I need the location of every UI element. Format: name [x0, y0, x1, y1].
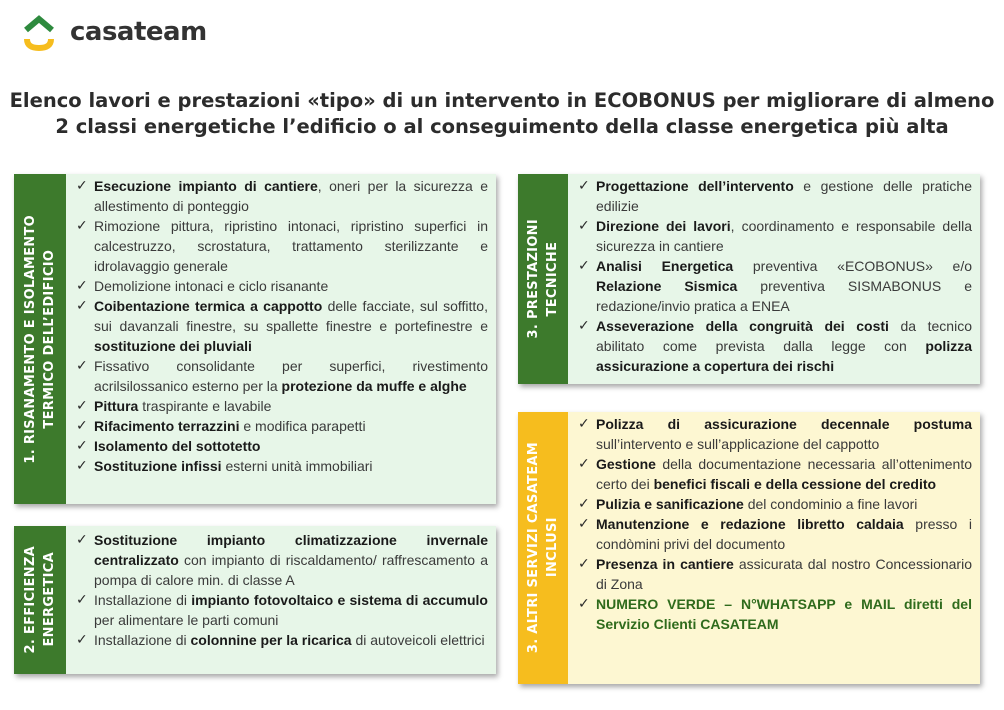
efficienza-list — [76, 530, 488, 650]
list-item: ✓ Polizza di assicurazione decennale postuma sull’intervento e sull’applicazione del cappotto — [578, 414, 972, 454]
section-prestazioni-content — [568, 174, 980, 384]
list-item: ✓ Installazione di impianto fotovoltaico e sistema di accumulo per alimentare le parti comuni — [76, 590, 488, 630]
list-item: ✓ Coibentazione termica a cappotto delle facciate, sul soffitto, sui davanzali finestre, su spallette finestre e portefinestre e sostituzione dei pluviali — [76, 296, 488, 356]
list-item: ✓ Isolamento del sottotetto — [76, 436, 488, 456]
brand-name: casateam — [70, 17, 207, 47]
section-efficienza-label: 2. EFFICIENZA ENERGETICA — [14, 526, 66, 674]
list-item: ✓ Asseverazione della congruità dei costi da tecnico abilitato come prevista dalla legge con polizza assicurazione a copertura dei rischi — [578, 316, 972, 376]
section-efficienza-content — [66, 526, 496, 674]
list-item: ✓ Pulizia e sanificazione del condominio a fine lavori — [578, 494, 972, 514]
list-item: ✓ Analisi Energetica preventiva «ECOBONUS» e/o Relazione Sismica preventiva SISMABONUS e redazione/invio pratica a ENEA — [578, 256, 972, 316]
list-item: ✓ Sostituzione infissi esterni unità immobiliari — [76, 456, 488, 476]
list-item: ✓ Rimozione pittura, ripristino intonaci, ripristino superfici in calcestruzzo, scrostatura, trattamento sterilizzante e idrolavaggio generale — [76, 216, 488, 276]
section-risanamento-content — [66, 174, 496, 504]
list-item: ✓ Manutenzione e redazione libretto caldaia presso i condòmini privi del documento — [578, 514, 972, 554]
list-item: ✓ Demolizione intonaci e ciclo risanante — [76, 276, 488, 296]
brand-logo — [22, 12, 207, 52]
list-item: ✓ Pittura traspirante e lavabile — [76, 396, 488, 416]
list-item: ✓ Esecuzione impianto di cantiere, oneri per la sicurezza e allestimento di ponteggio — [76, 176, 488, 216]
section-servizi — [518, 412, 980, 684]
list-item: ✓ Direzione dei lavori, coordinamento e responsabile della sicurezza in cantiere — [578, 216, 972, 256]
servizi-list — [578, 414, 972, 634]
list-item-highlight: ✓ NUMERO VERDE – N°WHATSAPP e MAIL diretti del Servizio Clienti CASATEAM — [578, 594, 972, 634]
list-item: ✓ Sostituzione impianto climatizzazione invernale centralizzato con impianto di riscaldamento/ raffrescamento a pompa di calore min. di classe A — [76, 530, 488, 590]
prestazioni-list — [578, 176, 972, 376]
section-risanamento-label: 1. RISANAMENTO E ISOLAMENTO TERMICO DELL’EDIFICIO — [14, 174, 66, 504]
section-prestazioni — [518, 174, 980, 384]
section-efficienza — [14, 526, 496, 674]
list-item: ✓ Installazione di colonnine per la ricarica di autoveicoli elettrici — [76, 630, 488, 650]
title-line-1: Elenco lavori e prestazioni «tipo» di un intervento in ECOBONUS per migliorare di almeno — [9, 89, 995, 112]
title-line-2: 2 classi energetiche l’edificio o al conseguimento della classe energetica più alta — [55, 115, 949, 138]
section-servizi-content — [568, 412, 980, 684]
section-risanamento — [14, 174, 496, 504]
section-prestazioni-label: 3. PRESTAZIONI TECNICHE — [518, 174, 568, 384]
house-roof-logo-icon — [22, 12, 56, 52]
list-item: ✓ Rifacimento terrazzini e modifica parapetti — [76, 416, 488, 436]
page-title — [0, 88, 1004, 140]
section-servizi-label: 3. ALTRI SERVIZI CASATEAM INCLUSI — [518, 412, 568, 684]
list-item: ✓ Gestione della documentazione necessaria all’ottenimento certo dei benefici fiscali e della cessione del credito — [578, 454, 972, 494]
list-item: ✓ Presenza in cantiere assicurata dal nostro Concessionario di Zona — [578, 554, 972, 594]
list-item: ✓ Fissativo consolidante per superfici, rivestimento acrilsilossanico esterno per la protezione da muffe e alghe — [76, 356, 488, 396]
list-item: ✓ Progettazione dell’intervento e gestione delle pratiche edilizie — [578, 176, 972, 216]
risanamento-list — [76, 176, 488, 476]
